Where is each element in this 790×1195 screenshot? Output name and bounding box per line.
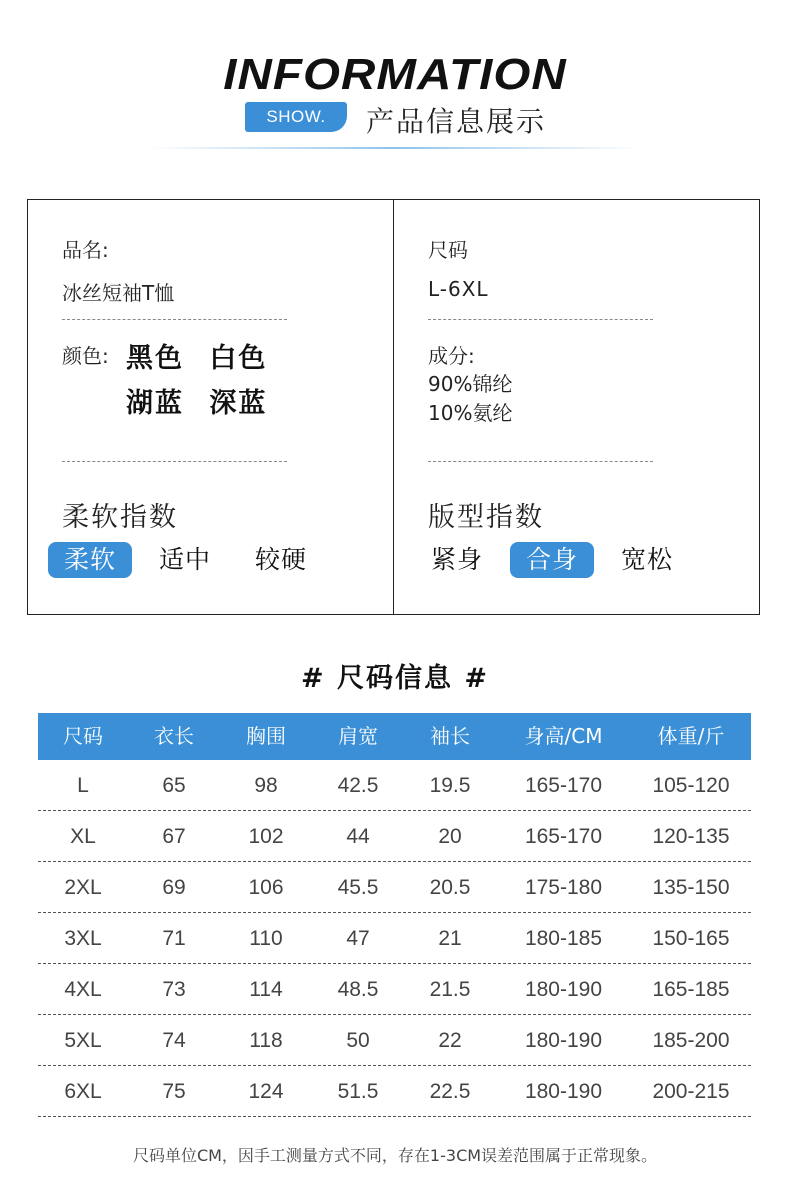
table-row	[38, 760, 751, 811]
table-row	[38, 1015, 751, 1066]
table-cell: 6XL	[64, 1080, 102, 1103]
table-cell: 135-150	[652, 876, 730, 899]
table-cell: 106	[248, 876, 284, 899]
size-table	[38, 713, 751, 1117]
softness-title: 柔软指数	[62, 502, 178, 533]
table-cell: 5XL	[64, 1029, 102, 1052]
product-info-box	[27, 199, 760, 615]
table-cell: 21	[438, 927, 462, 950]
table-cell: 165-170	[524, 774, 603, 797]
table-row	[38, 811, 751, 862]
table-cell: 21.5	[429, 978, 471, 1001]
table-cell: 22	[438, 1029, 462, 1052]
table-cell: 42.5	[337, 774, 379, 797]
column-header: 体重/斤	[657, 724, 725, 748]
header-divider	[150, 147, 640, 149]
table-cell: 185-200	[652, 1029, 730, 1052]
table-cell: 120-135	[652, 825, 730, 848]
dotted-divider	[62, 461, 287, 462]
table-cell: 98	[254, 774, 278, 797]
color-navy: 深蓝	[209, 388, 268, 419]
table-cell: 165-185	[652, 978, 730, 1001]
table-cell: 165-170	[524, 825, 603, 848]
size-table-body	[38, 760, 751, 1117]
table-cell: 74	[162, 1029, 186, 1052]
fit-option-tight: 紧身	[430, 545, 483, 574]
table-cell: 45.5	[337, 876, 379, 899]
table-cell: L	[77, 774, 89, 797]
size-table-header	[38, 713, 751, 760]
table-cell: 50	[346, 1029, 370, 1052]
table-cell: 19.5	[429, 774, 471, 797]
column-header: 袖长	[430, 724, 470, 748]
fit-option-loose: 宽松	[620, 545, 673, 574]
table-row	[38, 913, 751, 964]
softness-option-medium: 适中	[158, 545, 211, 574]
table-cell: 69	[162, 876, 186, 899]
size-label: 尺码	[428, 238, 468, 262]
table-cell: 110	[249, 927, 283, 950]
table-cell: 71	[162, 927, 186, 950]
table-row	[38, 1066, 751, 1117]
column-header: 胸围	[246, 724, 286, 748]
table-cell: 51.5	[337, 1080, 379, 1103]
info-column-divider	[393, 200, 394, 614]
column-header: 肩宽	[338, 724, 378, 748]
product-name-value: 冰丝短袖T恤	[62, 281, 175, 305]
table-cell: 3XL	[64, 927, 102, 950]
table-cell: 114	[249, 978, 283, 1001]
table-cell: 67	[162, 825, 186, 848]
dotted-divider	[428, 461, 653, 462]
color-white: 白色	[209, 343, 268, 374]
footer-note: 尺码单位CM，因手工测量方式不同，存在1-3CM误差范围属于正常现象。	[132, 1146, 658, 1165]
column-header: 身高/CM	[524, 724, 603, 748]
table-cell: 180-190	[524, 978, 603, 1001]
table-cell: 22.5	[429, 1080, 471, 1103]
color-list	[126, 336, 267, 426]
table-cell: 180-185	[524, 927, 603, 950]
softness-option-hard: 较硬	[254, 545, 307, 574]
table-cell: 180-190	[524, 1080, 603, 1103]
softness-option-soft: 柔软	[48, 542, 132, 578]
chinese-title: 产品信息展示	[366, 105, 547, 138]
size-value: L-6XL	[428, 277, 489, 301]
table-cell: 102	[248, 825, 284, 848]
show-badge: SHOW.	[245, 102, 347, 132]
table-cell: 180-190	[524, 1029, 603, 1052]
table-cell: 175-180	[524, 876, 603, 899]
table-cell: 118	[249, 1029, 283, 1052]
material-label: 成分:	[428, 344, 475, 368]
table-cell: 2XL	[64, 876, 102, 899]
table-cell: 4XL	[64, 978, 102, 1001]
table-cell: 105-120	[652, 774, 730, 797]
table-cell: 48.5	[337, 978, 379, 1001]
material-spandex: 10%氨纶	[428, 401, 513, 425]
table-cell: 65	[162, 774, 186, 797]
table-cell: 20.5	[429, 876, 471, 899]
fit-title: 版型指数	[428, 502, 544, 533]
table-cell: 150-165	[652, 927, 730, 950]
color-black: 黑色	[126, 343, 184, 374]
table-cell: 200-215	[652, 1080, 730, 1103]
english-title: INFORMATION	[223, 50, 567, 99]
color-label: 颜色:	[62, 344, 109, 368]
table-row	[38, 964, 751, 1015]
column-header: 尺码	[63, 724, 103, 748]
color-lake-blue: 湖蓝	[126, 388, 184, 419]
table-cell: 73	[162, 978, 186, 1001]
table-cell: 44	[346, 825, 370, 848]
product-name-label: 品名:	[62, 238, 109, 262]
dotted-divider	[62, 319, 287, 320]
column-header: 衣长	[154, 724, 194, 748]
table-cell: 124	[248, 1080, 284, 1103]
table-cell: 75	[162, 1080, 186, 1103]
dotted-divider	[428, 319, 653, 320]
table-cell: 20	[438, 825, 462, 848]
header	[0, 0, 790, 160]
table-cell: XL	[70, 825, 96, 848]
table-row	[38, 862, 751, 913]
fit-option-regular: 合身	[510, 542, 594, 578]
material-nylon: 90%锦纶	[428, 372, 513, 396]
table-cell: 47	[346, 927, 370, 950]
size-section-title: # 尺码信息 #	[300, 663, 490, 694]
